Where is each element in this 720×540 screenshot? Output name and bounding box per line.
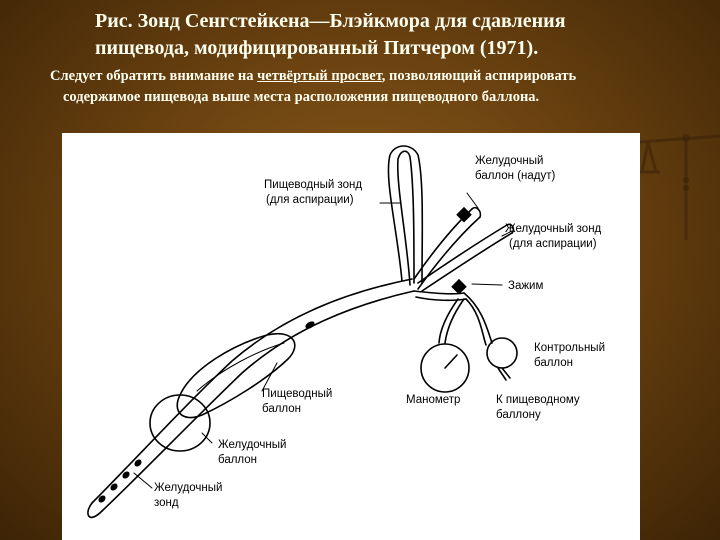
label-gastric-probe-2: (для аспирации) <box>509 238 597 250</box>
esophageal-probe-outer <box>388 146 422 283</box>
subtitle-text-after: , позволяющий аспирировать <box>381 68 577 84</box>
diagram-panel <box>62 133 640 540</box>
leader-clamp <box>472 284 502 285</box>
branch-gastric-probe <box>418 225 512 291</box>
main-tube-upper-wall <box>92 279 412 503</box>
label-control-balloon-1: Контрольный <box>534 342 605 354</box>
label-gastric-balloon-2: баллон <box>218 454 258 466</box>
main-tube-lower-wall <box>102 291 414 511</box>
scale-icon <box>640 120 720 240</box>
label-gastric-probe-1: Желудочный зонд <box>505 223 602 235</box>
clamp-marker <box>451 279 467 295</box>
slide-subtitle <box>50 66 715 108</box>
label-clamp: Зажим <box>508 280 544 292</box>
label-esophageal-balloon-2: баллон <box>262 403 302 415</box>
label-to-esophageal-balloon-1: К пищеводному <box>496 394 580 406</box>
label-gastric-tube-1: Желудочный <box>154 482 223 494</box>
manometer-needle <box>445 355 457 368</box>
subtitle-underlined-term: четвёртый просвет <box>257 68 382 84</box>
leader-gastric-balloon-inflated <box>467 193 478 208</box>
slide-title <box>0 8 720 62</box>
label-gastric-balloon-inflated-1: Желудочный <box>475 155 544 167</box>
side-hole-1 <box>304 320 316 330</box>
label-gastric-balloon-inflated-2: баллон (надут) <box>475 170 556 182</box>
control-balloon <box>487 338 517 368</box>
label-gastric-balloon-1: Желудочный <box>218 439 287 451</box>
label-manometer: Манометр <box>406 394 461 406</box>
tube-tip <box>88 503 102 517</box>
branch-gastric-balloon-end <box>472 208 480 217</box>
subtitle-line-1 <box>50 68 576 84</box>
valve-marker <box>456 207 472 223</box>
sengstaken-blakemore-diagram <box>62 133 640 540</box>
label-gastric-tube-2: зонд <box>154 497 179 509</box>
gastric-balloon <box>150 395 210 451</box>
line-to-control <box>464 293 492 345</box>
label-esophageal-probe-2: (для аспирации) <box>266 194 354 206</box>
label-esophageal-probe-1: Пищеводный зонд <box>264 179 363 191</box>
title-line-1: Рис. Зонд Сенгстейкена—Блэйкмора для сдавления <box>95 10 566 32</box>
leader-esophageal-balloon <box>262 363 277 391</box>
title-line-2: пищевода, модифицированный Питчером (1971). <box>95 37 539 59</box>
label-control-balloon-2: баллон <box>534 357 574 369</box>
subtitle-text-before: Следует обратить внимание на <box>50 68 258 84</box>
line-to-manometer <box>439 299 464 343</box>
leader-gastric-tube <box>134 473 152 488</box>
subtitle-line-2: содержимое пищевода выше места расположения пищеводного баллона. <box>63 89 540 105</box>
label-esophageal-balloon-1: Пищеводный <box>262 388 333 400</box>
label-to-esophageal-balloon-2: баллону <box>496 409 541 421</box>
control-balloon-stem <box>498 368 510 380</box>
